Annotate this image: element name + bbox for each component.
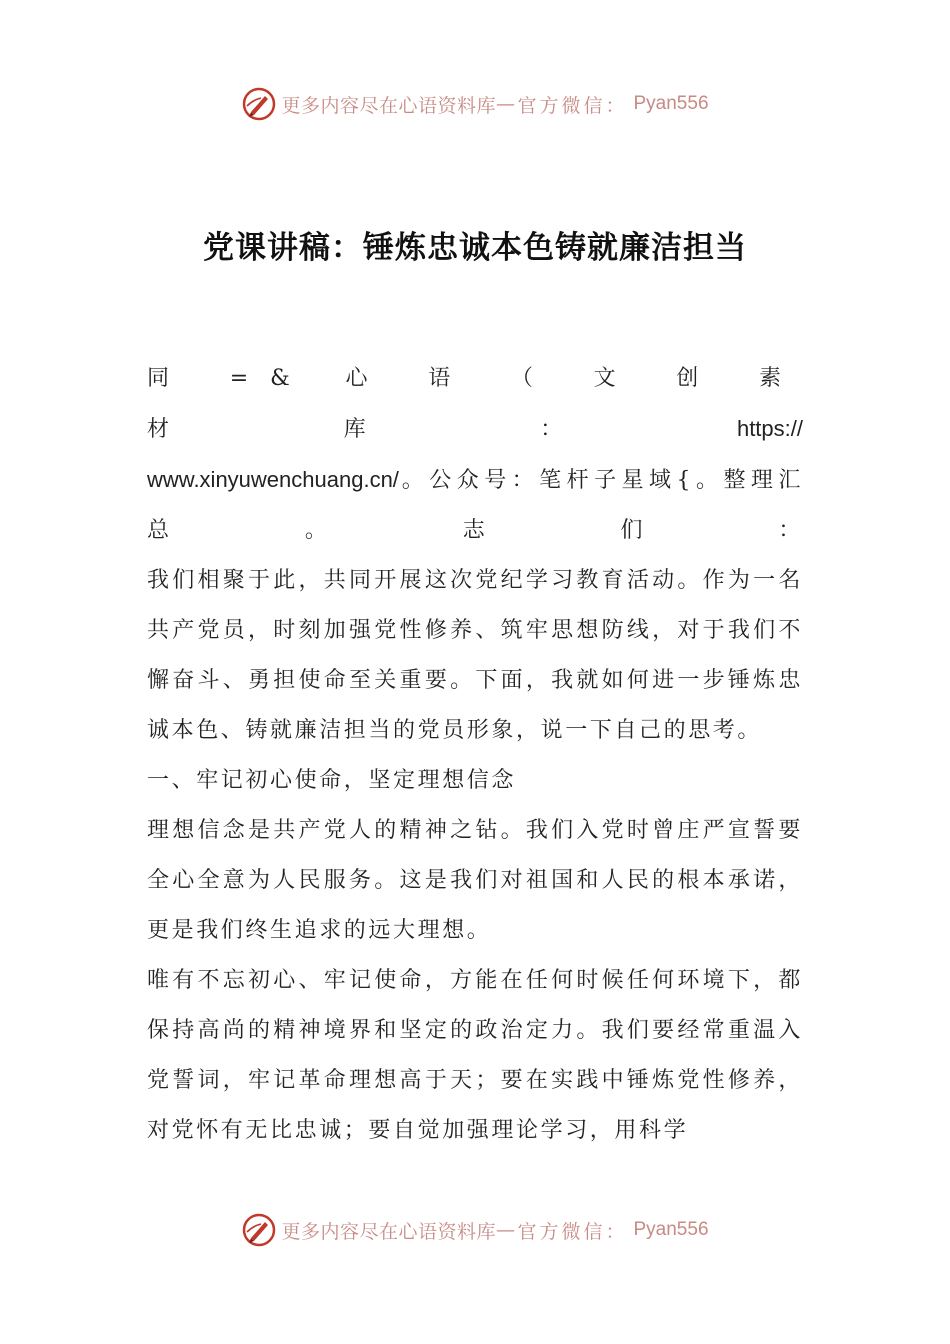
banner-wechat-id: Pyan556 bbox=[633, 93, 709, 114]
banner-brand: 更多内容尽在心语资料库 bbox=[281, 94, 496, 117]
greeting-line2-text: 。公众号：笔杆子星域{。整理汇总。志们： bbox=[147, 468, 803, 543]
document-title: 党课讲稿：锤炼忠诚本色铸就廉洁担当 bbox=[203, 230, 747, 266]
pen-logo-icon bbox=[241, 1212, 277, 1248]
section-heading-1: 一、牢记初心使命，坚定理想信念 bbox=[147, 768, 517, 793]
greeting-paragraph bbox=[147, 354, 803, 556]
banner-wechat-id: Pyan556 bbox=[633, 1219, 709, 1240]
banner-official: 官方微信： bbox=[517, 1220, 628, 1243]
banner-official: 官方微信： bbox=[517, 94, 628, 117]
greeting-line1-text: 同 =& 心 语 （ 文 创 素 材 库 ： bbox=[147, 366, 803, 442]
body-paragraph-ideals: 理想信念是共产党人的精神之钻。我们入党时曾庄严宣誓要全心全意为人民服务。这是我们对祖国和人民的根本承诺，更是我们终生追求的远大理想。 bbox=[147, 818, 803, 943]
greeting-line1 bbox=[147, 354, 803, 455]
greeting-url-part1: https:// bbox=[736, 416, 803, 441]
banner-brand: 更多内容尽在心语资料库 bbox=[281, 1220, 496, 1243]
greeting-url-part2: www.xinyuwenchuang.cn/ bbox=[147, 467, 399, 492]
body-paragraph-intro: 我们相聚于此，共同开展这次党纪学习教育活动。作为一名共产党员，时刻加强党性修养、筑牢思想防线，对于我们不懈奋斗、勇担使命至关重要。下面，我就如何进一步锤炼忠诚本色、铸就廉洁担当的党员形象，说一下自己的思考。 bbox=[147, 568, 803, 743]
footer-watermark-banner bbox=[0, 1208, 950, 1252]
document-body bbox=[147, 354, 803, 1156]
pen-logo-icon bbox=[241, 86, 277, 122]
banner-dash: — bbox=[495, 1219, 516, 1241]
banner-dash: — bbox=[495, 93, 516, 115]
body-paragraph-mission: 唯有不忘初心、牢记使命，方能在任何时候任何环境下，都保持高尚的精神境界和坚定的政治定力。我们要经常重温入党誓词，牢记革命理想高于天；要在实践中锤炼党性修养，对党怀有无比忠诚；要自觉加强理论学习，用科学 bbox=[147, 968, 803, 1143]
header-watermark-banner bbox=[0, 82, 950, 126]
